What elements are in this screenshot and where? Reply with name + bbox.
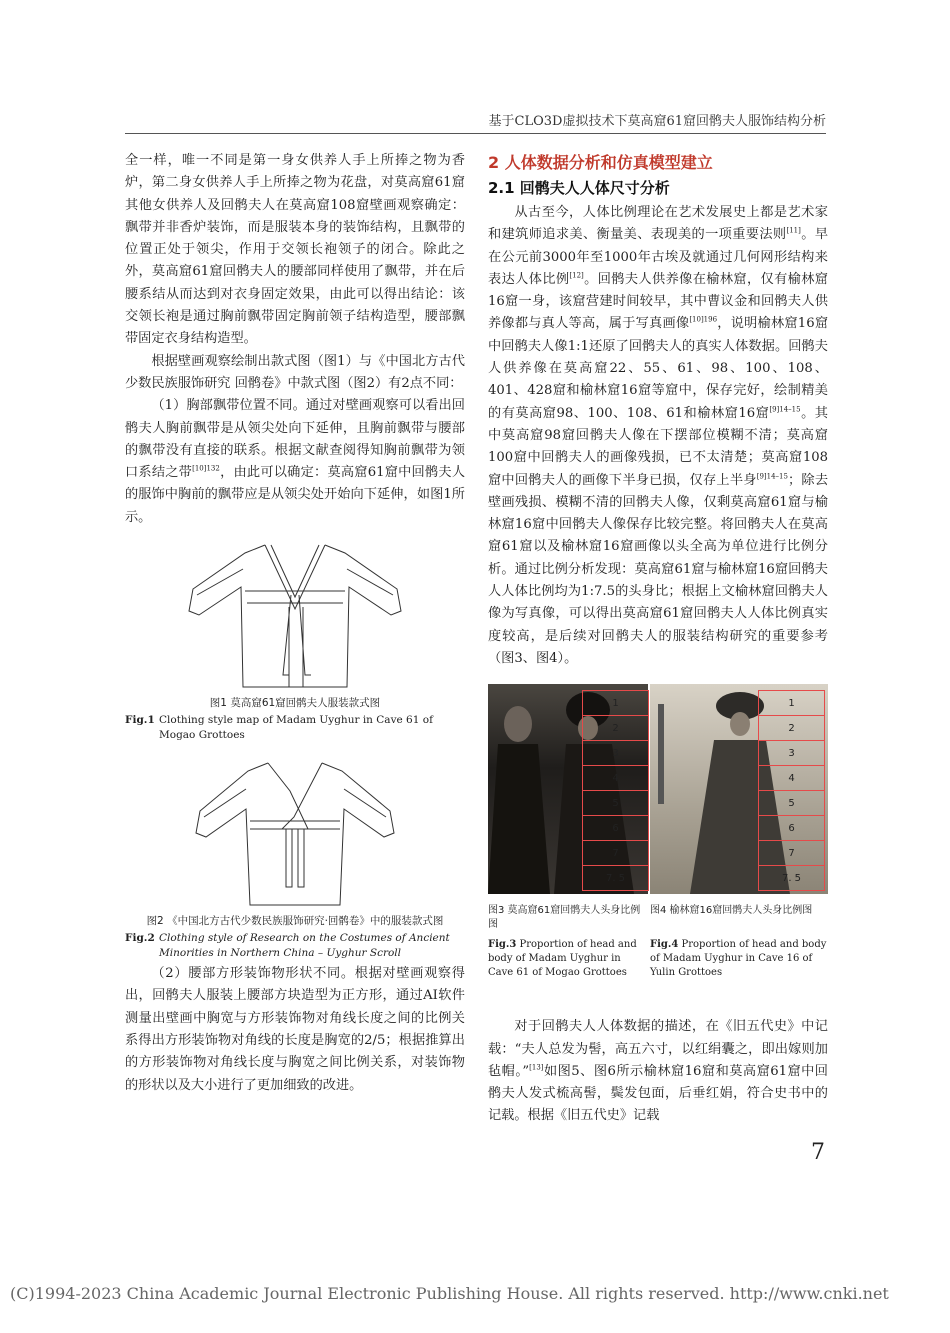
figures-3-4 [488, 684, 828, 904]
grid-cell-3: 3 [759, 741, 825, 766]
grid-cell-6: 6 [759, 816, 825, 841]
right-paragraph-2: 对于回鹘夫人人体数据的描述，在《旧五代史》中记载：“夫人总发为髻，高五六寸，以红绢囊之，即出嫁则加毡帽。”[13]如图5、图6所示榆林窟16窟和莫高窟61窟中回鹘夫人发式梳高髻，鬓发包面，后垂红娟，符合史书中的记载。根据《旧五代史》记载 [488, 1019, 828, 1124]
grid-cell-4: 4 [759, 766, 825, 791]
header-rule [125, 133, 826, 134]
figure-2-caption-en: Fig.2 Clothing style of Research on the Costumes of Ancient Minorities in Northern China – Uyghur Scroll [125, 932, 450, 960]
figure-2-caption-zh: 图2 《中国北方古代少数民族服饰研究·回鹘卷》中的服装款式图 [146, 915, 444, 928]
grid-cell-1: 1 [583, 691, 649, 716]
right-column [488, 150, 828, 1128]
grid-cell-5: 5 [583, 791, 649, 816]
figure-1 [185, 539, 405, 689]
grid-cell-6: 6 [583, 816, 649, 841]
grid-cell-2: 2 [583, 716, 649, 741]
figure-3-4-captions [488, 904, 828, 1016]
right-paragraph-1: 从古至今，人体比例理论在艺术发展史上都是艺术家和建筑师追求美、衡量美、表现美的一项重要法则[11]。早在公元前3000年至1000年古埃及就通过几何网形结构来表达人体比例[12]。回鹘夫人供养像在榆林窟，仅有榆林窟16窟一身，该窟营建时间较早，其中曹议金和回鹘夫人供养像都与真人等高，属于写真画像$^{[10]196}$，说明榆林窟16窟中回鹘夫人像1:1还原了回鹘夫人的真实人体数据。回鹘夫人供养像在莫高窟22、55、61、98、100、108、401、428窟和榆林窟16窟等窟中，保存完好，绘制精美的有莫高窟98、100、108、61和榆林窟16窟$^{[9]14-15}$。其中莫高窟98窟回鹘夫人像在下摆部位模糊不清；莫高窟100窟中回鹘夫人的画像残损，已不太清楚；莫高窟108窟中回鹘夫人的画像下半身已损，仅存上半身$^{[9]14-15}$；除去壁画残损、模糊不清的回鹘夫人像，仅剩莫高窟61窟与榆林窟16窟中回鹘夫人像保存比较完整。将回鹘夫人在莫高窟61窟以及榆林窟16窟画像以头全高为单位进行比例分析。通过比例分析发现：莫高窟61窟与榆林窟16窟回鹘夫人人体比例均为1:7.5的头身比；根据上文榆林窟回鹘夫人像为写真像，可以得出莫高窟61窟回鹘夫人人体比例真实度较高，是后续对回鹘夫人的服装结构研究的重要参考（图3、图4）。 [488, 205, 829, 666]
grid-cell-8: 7. 5 [583, 866, 649, 891]
section-title: 2 人体数据分析和仿真模型建立 [488, 153, 713, 172]
left-column [125, 150, 465, 1097]
figure-1-caption-en: Fig.1 Clothing style map of Madam Uyghur in Cave 61 of Mogao Grottoes [125, 714, 433, 742]
left-paragraph-2: 根据壁画观察绘制出款式图（图1）与《中国北方古代少数民族服饰研究 回鹘卷》中款式图（图2）有2点不同： [125, 353, 465, 391]
grid-cell-1: 1 [759, 691, 825, 716]
grid-cell-8: 7. 5 [759, 866, 825, 891]
figure-3-caption-en: Fig.3 Proportion of head and body of Madam Uyghur in Cave 61 of Mogao Grottoes [488, 939, 637, 979]
figure-2 [190, 757, 400, 907]
grid-cell-5: 5 [759, 791, 825, 816]
grid-cell-2: 2 [759, 716, 825, 741]
left-paragraph-4: （2）腰部方形装饰物形状不同。根据对壁画观察得出，回鹘夫人服装上腰部方块造型为正方形，通过AI软件测量出壁画中胸宽与方形装饰物对角线长度之间的比例关系得出方形装饰物对角线的长度是胸宽的2/5；根据推算出的方形装饰物对角线长度与胸宽之间比例关系，对装饰物的形状以及大小进行了更加细致的改进。 [125, 966, 465, 1093]
grid-cell-7: 7 [583, 841, 649, 866]
subsection-title: 2.1 回鹘夫人人体尺寸分析 [488, 179, 670, 197]
left-paragraph-1: 全一样，唯一不同是第一身女供养人手上所捧之物为香炉，第二身女供养人手上所捧之物为花盘，对莫高窟61窟其他女供养人及回鹘夫人在莫高窟108窟壁画观察确定：飘带并非香炉装饰，而是服装本身的装饰结构，且飘带的位置正处于领尖，作用于交领长袍领子的闭合。除此之外，莫高窟61窟回鹘夫人的腰部同样使用了飘带，并在后腰系结从而达到对衣身固定效果，由此可以得出结论：该交领长袍是通过胸前飘带固定胸前领子结构造型，腰部飘带固定衣身结构造型。 [125, 153, 465, 347]
robe-drawing-2 [190, 757, 400, 907]
page-number: 7 [811, 1140, 825, 1165]
figure-4-caption-zh: 图4 榆林窟16窟回鹘夫人头身比例图 [650, 905, 813, 917]
figure-3-caption-zh: 图3 莫高窟61窟回鹘夫人头身比例图 [488, 905, 641, 931]
copyright-footer: (C)1994-2023 China Academic Journal Electronic Publishing House. All rights reserved. http://www.cnki.net [10, 1284, 889, 1303]
grid-cell-7: 7 [759, 841, 825, 866]
running-title: 基于CLO3D虚拟技术下莫高窟61窟回鹘夫人服饰结构分析 [488, 114, 826, 129]
figure-4-caption-en: Fig.4 Proportion of head and body of Madam Uyghur in Cave 16 of Yulin Grottoes [650, 939, 827, 979]
grid-cell-4: 4 [583, 766, 649, 791]
robe-drawing-1 [185, 539, 405, 689]
left-paragraph-3: （1）胸部飘带位置不同。通过对壁画观察可以看出回鹘夫人胸前飘带是从领尖处向下延伸，且胸前飘带与腰部的飘带没有直接的联系。根据文献查阅得知胸前飘带为领口系结之带$^{[10]132}$，由此可以确定：莫高窟61窟中回鹘夫人的服饰中胸前的飘带应是从领尖处开始向下延伸，如图1所示。 [125, 398, 466, 525]
grid-cell-3: 3 [583, 741, 649, 766]
figure-3-grid [582, 690, 649, 891]
figure-4-grid [758, 690, 825, 891]
figure-1-caption-zh: 图1 莫高窟61窟回鹘夫人服装款式图 [209, 697, 381, 710]
